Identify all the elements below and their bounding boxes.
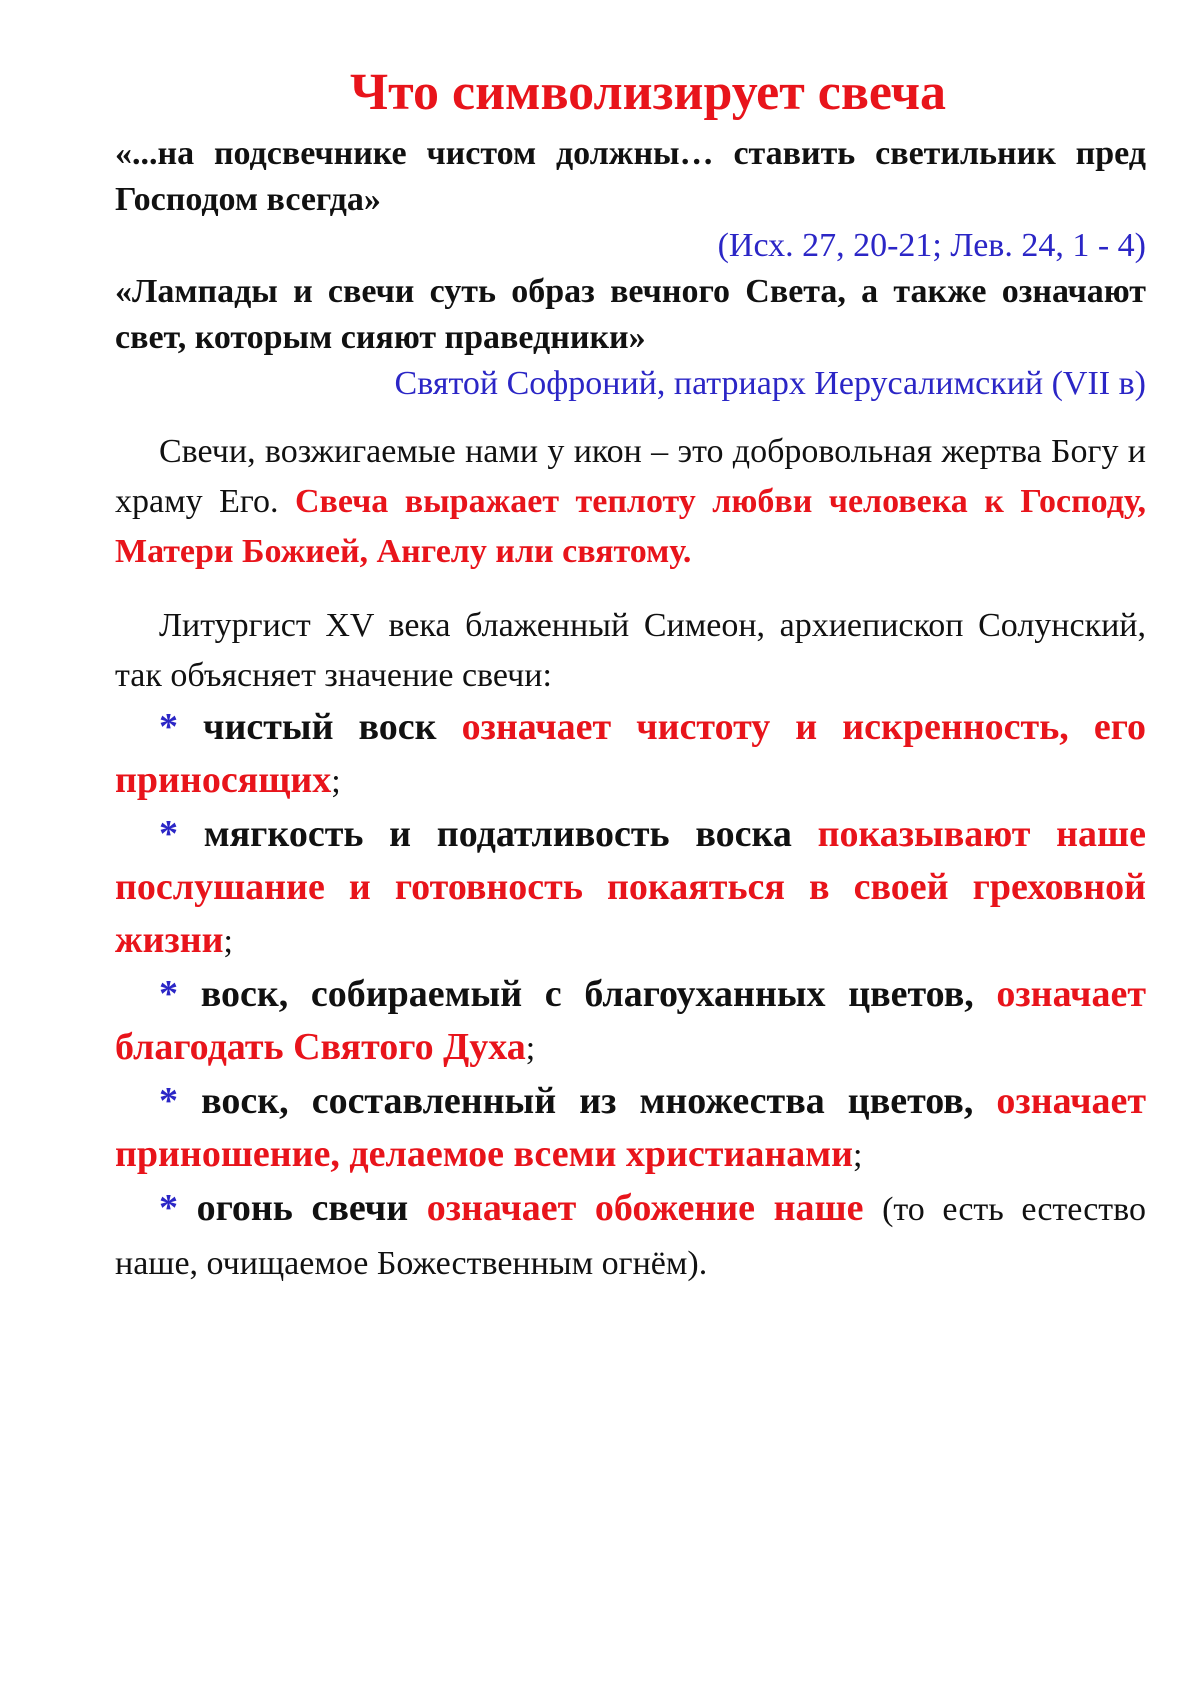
asterisk-bullet: * xyxy=(159,1187,178,1229)
list-item xyxy=(115,1182,1146,1290)
quote-sophronius: «Лампады и свечи суть образ вечного Света, а также означают свет, которым сияют праведники» xyxy=(115,273,1146,356)
document-page xyxy=(115,55,1146,1290)
asterisk-bullet: * xyxy=(159,973,178,1015)
paragraph-candles-text: Свечи, возжигаемые нами у икон – это добровольная жертва Богу и храму Его. xyxy=(115,433,1146,520)
asterisk-bullet: * xyxy=(159,813,178,855)
list-item xyxy=(115,968,1146,1075)
quote-exodus: «...на подсвечнике чистом должны… ставить светильник пред Господом всегда» xyxy=(115,135,1146,218)
paragraph-candles-highlight: Свеча выражает теплоту любви человека к Господу, Матери Божией, Ангелу или святому. xyxy=(115,483,1146,570)
item-tail: ; xyxy=(525,1030,536,1067)
item-subject: мягкость и податливость воска xyxy=(203,813,792,855)
item-tail: ; xyxy=(331,763,341,800)
list-item xyxy=(115,701,1146,808)
asterisk-bullet: * xyxy=(159,706,178,748)
item-meaning: означает обожение наше xyxy=(426,1187,864,1229)
item-meaning: означает приношение, делаемое всеми христианами xyxy=(115,1080,1147,1175)
asterisk-bullet: * xyxy=(159,1080,178,1122)
item-subject: воск, составленный из множества цветов, xyxy=(201,1080,974,1122)
list-item xyxy=(115,1075,1146,1182)
quote-exodus-source: (Исх. 27, 20-21; Лев. 24, 1 - 4) xyxy=(717,227,1146,264)
item-meaning: показывают наше послушание и готовность покаяться в своей греховной жизни xyxy=(115,813,1147,961)
item-subject: огонь свечи xyxy=(196,1187,409,1229)
paragraph-candles xyxy=(115,427,1146,577)
item-meaning: означает благодать Святого Духа xyxy=(115,973,1147,1068)
item-tail: ; xyxy=(223,923,233,960)
page-title: Что символизирует свеча xyxy=(349,64,947,121)
item-tail: ; xyxy=(853,1137,863,1174)
paragraph-symeon: Литургист XV века блаженный Симеон, архиепископ Солунский, так объясняет значение свечи: xyxy=(115,607,1146,694)
quote-sophronius-source: Святой Софроний, патриарх Иерусалимский (VII в) xyxy=(394,365,1146,402)
list-item xyxy=(115,808,1146,968)
item-tail: (то есть естество наше, очищаемое Божественным огнём). xyxy=(115,1191,1146,1282)
item-subject: чистый воск xyxy=(203,706,437,748)
item-subject: воск, собираемый с благоуханных цветов, xyxy=(200,973,974,1015)
item-meaning: означает чистоту и искренность, его приносящих xyxy=(115,706,1146,801)
